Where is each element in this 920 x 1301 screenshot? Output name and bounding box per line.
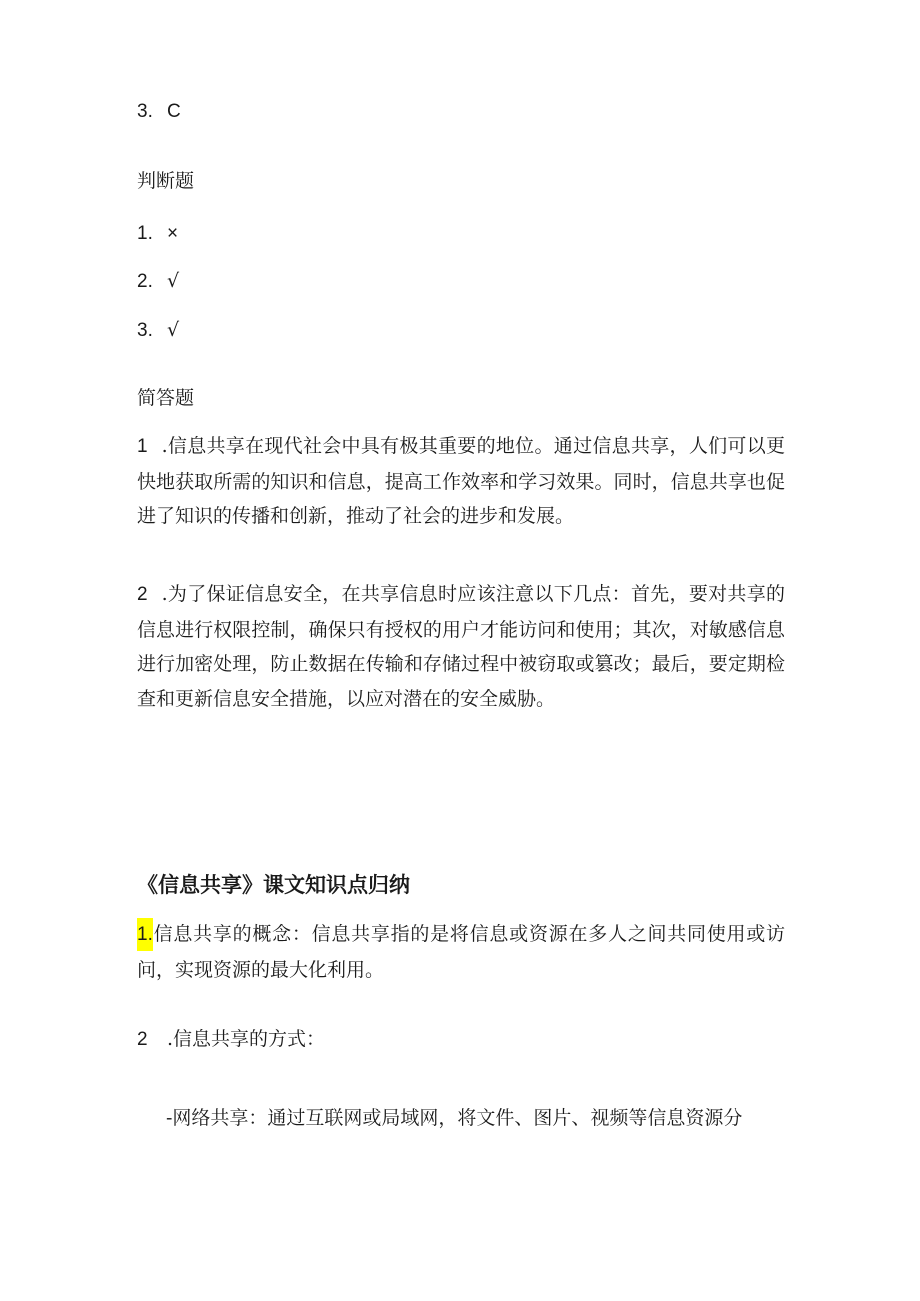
true-false-heading: 判断题 — [137, 170, 195, 192]
tf-answer-value: √ — [167, 319, 180, 341]
knowledge-point-2 — [137, 1027, 325, 1052]
tf-answer-value: × — [167, 223, 179, 244]
tf-answer-number: 3. — [137, 320, 153, 341]
mc-answer-value: C — [167, 101, 181, 122]
tf-answer-value: √ — [167, 270, 180, 292]
short-answer-number: 2 — [137, 584, 148, 605]
short-answer-text: .为了保证信息安全，在共享信息时应该注意以下几点：首先，要对共享的信息进行权限控制，确保只有授权的用户才能访问和使用；其次，对敏感信息进行加密处理，防止数据在传输和存储过程中被窃取或篡改；最后，要定期检查和更新信息安全措施，以应对潜在的安全威胁。 — [137, 583, 785, 710]
knowledge-point-text: 信息共享的概念：信息共享指的是将信息或资源在多人之间共同使用或访问，实现资源的最大化利用。 — [137, 923, 785, 981]
tf-answer-1 — [137, 221, 178, 246]
short-answer-heading: 简答题 — [137, 387, 195, 409]
knowledge-title: 《信息共享》课文知识点归纳 — [137, 873, 410, 897]
knowledge-point-text: .信息共享的方式： — [167, 1028, 326, 1050]
short-answer-number: 1 — [137, 436, 148, 457]
short-answer-1 — [137, 429, 785, 534]
highlighted-number: 1. — [137, 918, 153, 951]
mc-answer-number: 3. — [137, 101, 153, 122]
tf-answer-number: 1. — [137, 223, 153, 244]
knowledge-point-number: 2 — [137, 1029, 148, 1050]
short-answer-2 — [137, 577, 785, 716]
mc-answer-3 — [137, 99, 181, 124]
knowledge-point-1 — [137, 917, 785, 987]
tf-answer-3 — [137, 318, 179, 343]
tf-answer-2 — [137, 269, 179, 294]
knowledge-sub-item-network: -网络共享：通过互联网或局域网，将文件、图片、视频等信息资源分 — [166, 1107, 743, 1129]
short-answer-text: .信息共享在现代社会中具有极其重要的地位。通过信息共享，人们可以更快地获取所需的知识和信息，提高工作效率和学习效果。同时，信息共享也促进了知识的传播和创新，推动了社会的进步和发展。 — [137, 435, 785, 527]
tf-answer-number: 2. — [137, 271, 153, 292]
